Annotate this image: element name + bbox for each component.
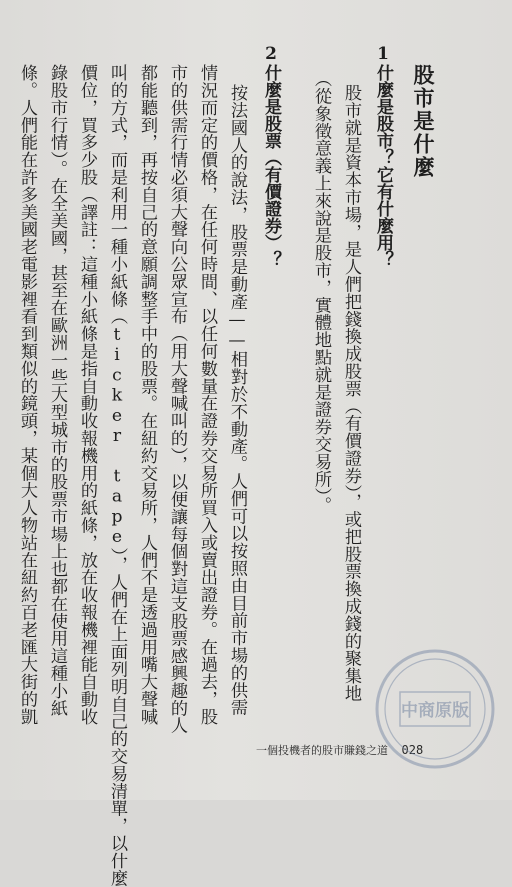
section-1-line-1: 股市就是資本市場，是人們把錢換成股票（有價證券），或把股票換成錢的聚集地 (341, 84, 361, 702)
section-1-heading: 1什麼是股市？它有什麼用？ (373, 44, 393, 268)
section-2-line-3: 市的供需行情必須大聲向公眾宣布（用大聲喊叫的），以便讓每個對這支股票感興趣的人 (167, 64, 187, 734)
seal-text: 中商原版 (401, 701, 469, 721)
section-2-line-2: 情況而定的價格，在任何時間、以任何數量在證券交易所買入或賣出證券。在過去，股 (197, 64, 217, 726)
section-2-line-4: 都能聽到，再按自己的意願調整手中的股票。在紐約交易所，人們不是透過用嘴大聲喊 (137, 64, 157, 726)
section-2-heading: 2什麼是股票（有價證券）？ (261, 44, 281, 268)
section-2-line-8: 條。人們能在許多美國老電影裡看到類似的鏡頭，某個大人物站在紐約百老匯大街的凱 (17, 64, 37, 726)
running-footer-title: 一個投機者的股市賺錢之道 (256, 744, 388, 757)
section-2-line-7: 錄股市行情）。在全美國，甚至在歐洲一些大型城市的股票市場上也都在使用這種小紙 (47, 64, 67, 717)
page-number: 028 (401, 743, 424, 757)
section-2-line-5: 叫的方式，而是利用一種小紙條（ticker tape），人們在上面列明自己的交易清單，以什麼 (107, 64, 127, 887)
publisher-seal-watermark (372, 646, 498, 772)
section-2-line-6: 價位，買多少股（譯註：這種小紙條是指自動收報機用的紙條，放在收報機裡能自動收 (77, 64, 97, 726)
section-1-line-2: （從象徵意義上來說是股市，實體地點就是證券交易所）。 (311, 70, 331, 514)
section-2-line-1: 按法國人的說法，股票是動產——相對於不動產。人們可以按照由目前市場的供需 (227, 84, 247, 716)
chapter-title: 股市是什麼 (411, 64, 436, 179)
